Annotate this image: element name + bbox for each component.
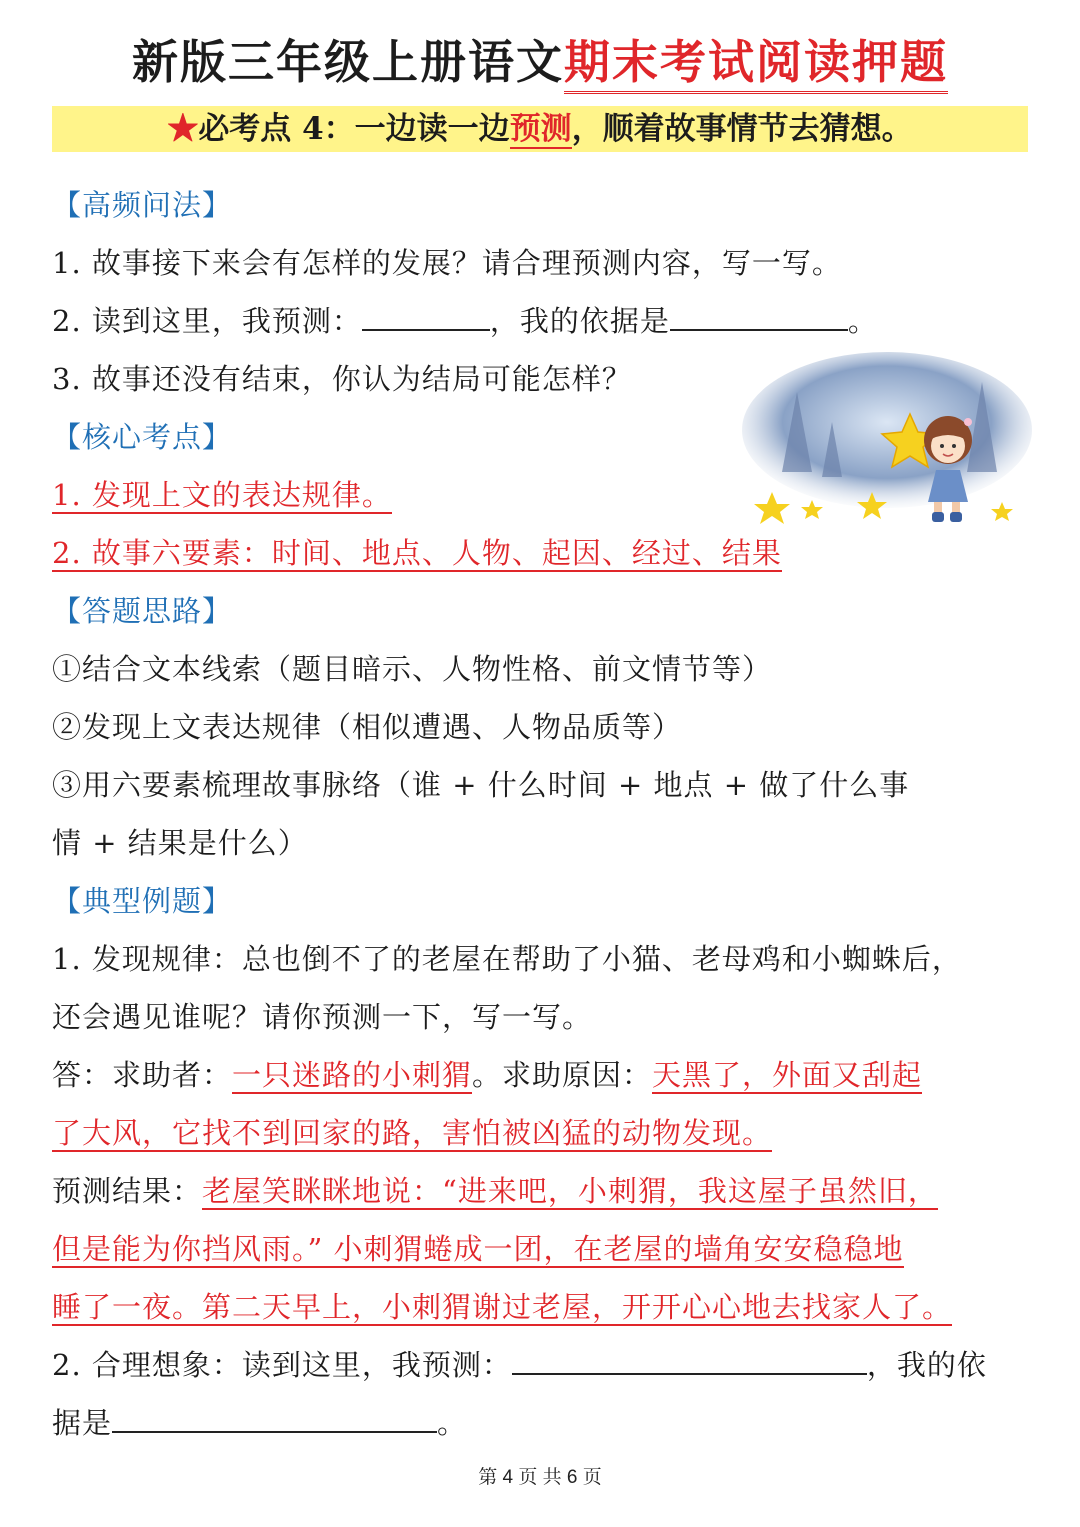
example-1-question: 1. 发现规律：总也倒不了的老屋在帮助了小猫、老母鸡和小蜘蛛后， — [52, 942, 962, 976]
example-2-question-cont — [52, 1403, 467, 1443]
title-part-black: 新版三年级上册语文 — [132, 35, 564, 89]
answer-blank — [362, 301, 490, 331]
question-2-prefix: 2. 读到这里，我预测： — [52, 304, 362, 338]
core-point-1-text: 1. 发现上文的表达规律。 — [52, 478, 392, 512]
core-point-2-text: 2. 故事六要素：时间、地点、人物、起因、经过、结果 — [52, 536, 782, 570]
example-1-result-cont-2 — [52, 1287, 952, 1327]
answer-reason: 天黑了，外面又刮起 — [652, 1058, 923, 1092]
answer-helper: 一只迷路的小刺猬 — [232, 1058, 473, 1092]
page-footer: 第 4 页 共 6 页 — [478, 1467, 602, 1488]
result-label: 预测结果： — [52, 1174, 203, 1208]
section-high-frequency: 【高频问法】 — [52, 188, 233, 222]
title-part-red: 期末考试阅读押题 — [564, 35, 948, 94]
thinking-step-3-cont: 情 + 结果是什么） — [52, 826, 308, 860]
girl-with-star-illustration — [742, 352, 1032, 524]
key-point-banner — [52, 106, 1028, 152]
question-2 — [52, 301, 878, 341]
section-examples: 【典型例题】 — [52, 884, 233, 918]
section-thinking: 【答题思路】 — [52, 594, 233, 628]
example-1-result-cont — [52, 1229, 904, 1269]
answer-label: 答：求助者： — [52, 1058, 233, 1092]
thinking-step-3: ③用六要素梳理故事脉络（谁 + 什么时间 + 地点 + 做了什么事 — [52, 768, 910, 802]
banner-highlight: 预测 — [509, 111, 572, 147]
question-3: 3. 故事还没有结束，你认为结局可能怎样？ — [52, 362, 632, 396]
answer-reason-cont: 了大风，它找不到回家的路，害怕被凶猛的动物发现。 — [52, 1116, 773, 1150]
example-2-end: 。 — [437, 1406, 468, 1440]
banner-suffix: ，顺着故事情节去猜想。 — [571, 111, 913, 147]
result-text-cont-2: 睡了一夜。第二天早上，小刺猬谢过老屋，开开心心地去找家人了。 — [52, 1290, 953, 1324]
question-2-middle: ，我的依据是 — [489, 304, 670, 338]
example-1-answer — [52, 1055, 922, 1095]
answer-blank — [112, 1403, 437, 1433]
reason-label: 。求助原因： — [472, 1058, 653, 1092]
answer-blank — [670, 301, 848, 331]
result-text-cont: 但是能为你挡风雨。” 小刺猬蜷成一团，在老屋的墙角安安稳稳地 — [52, 1232, 904, 1266]
example-2-basis-label: 据是 — [52, 1406, 113, 1440]
example-2-middle: ，我的依 — [866, 1348, 987, 1382]
example-2-prefix: 2. 合理想象：读到这里，我预测： — [52, 1348, 512, 1382]
thinking-step-2: ②发现上文表达规律（相似遭遇、人物品质等） — [52, 710, 683, 744]
core-point-2 — [52, 533, 782, 573]
result-text: 老屋笑眯眯地说：“进来吧，小刺猬，我这屋子虽然旧， — [202, 1174, 938, 1208]
core-point-1 — [52, 475, 392, 515]
example-1-result — [52, 1171, 938, 1211]
example-1-question-cont: 还会遇见谁呢？请你预测一下，写一写。 — [52, 1000, 593, 1034]
section-core-points: 【核心考点】 — [52, 420, 233, 454]
answer-blank — [512, 1345, 867, 1375]
banner-prefix: 必考点 4：一边读一边 — [198, 111, 510, 147]
star-icon: ★ — [167, 111, 199, 147]
example-1-reason-cont — [52, 1113, 772, 1153]
thinking-step-1: ①结合文本线索（题目暗示、人物性格、前文情节等） — [52, 652, 773, 686]
page-title — [0, 30, 1080, 94]
question-2-end: 。 — [847, 304, 878, 338]
example-2-question — [52, 1345, 987, 1385]
question-1: 1. 故事接下来会有怎样的发展？请合理预测内容，写一写。 — [52, 246, 842, 280]
